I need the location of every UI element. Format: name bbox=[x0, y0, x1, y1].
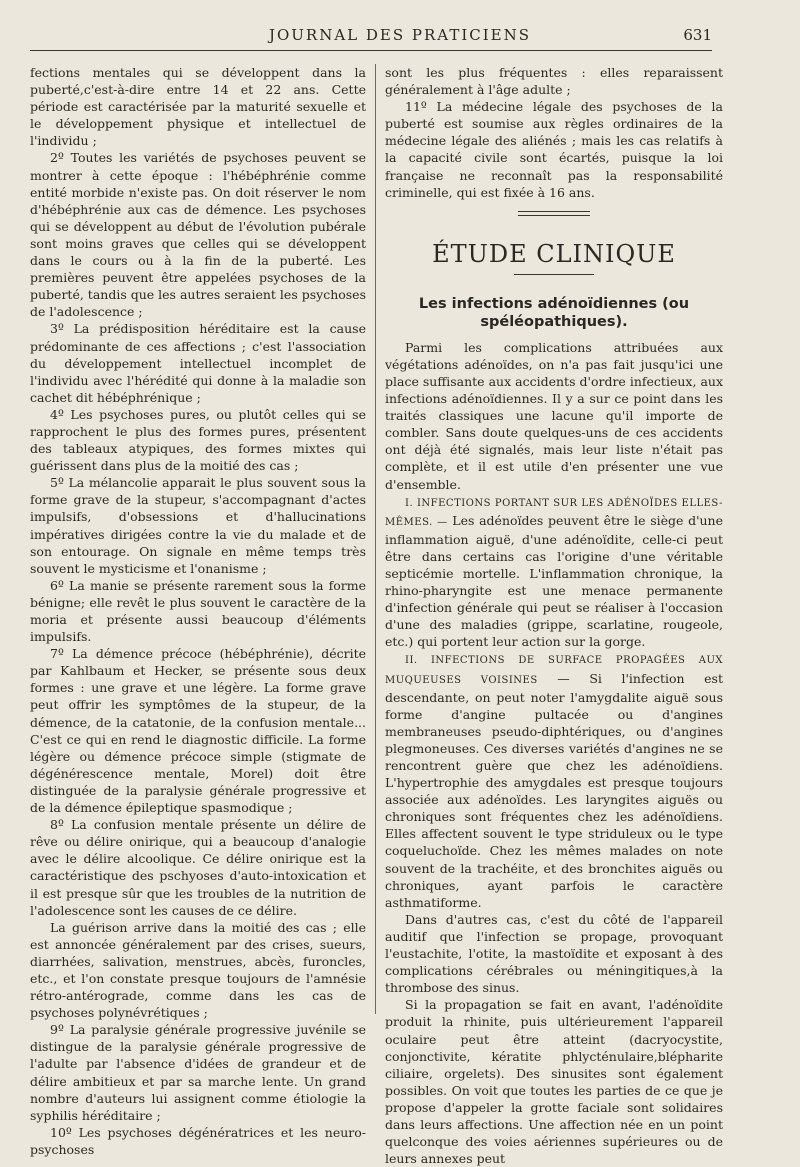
paragraph bbox=[30, 406, 366, 474]
paragraph-text: 7º La démence précoce (hébéphrénie), décrite par Kahlbaum et Hecker, se présente sous deux formes : une grave et une légère. La forme grave peut offrir les symptômes de la stupeur, de la démence, de la catatonie, de la confusion mentale... C'est ce qui en rend le diagnostic difficile. La forme légère ou démence précoce simple (stigmate de dégénérescence mentale, Morel) doit être distinguée de la paralysie générale progressive et de la démence épileptique spasmodique ; bbox=[30, 646, 366, 816]
right-column bbox=[385, 64, 723, 1167]
paragraph bbox=[30, 1021, 366, 1124]
page-number: 631 bbox=[683, 26, 712, 44]
paragraph bbox=[30, 1124, 366, 1158]
journal-title: JOURNAL DES PRATICIENS bbox=[268, 26, 532, 44]
paragraph bbox=[385, 911, 723, 996]
paragraph bbox=[30, 474, 366, 577]
paragraph-text: 3º La prédisposition héréditaire est la cause prédominante de ces affections ; c'est l'association du développement intellectuel incomplet de l'individu avec l'hérédité qui donne à la maladie son cachet dit hébéphrénique ; bbox=[30, 321, 366, 405]
paragraph-text: 6º La manie se présente rarement sous la forme bénigne; elle revêt le plus souvent le caractère de la moria et présente aussi beaucoup d'éléments impulsifs. bbox=[30, 577, 366, 645]
paragraph-text: Dans d'autres cas, c'est du côté de l'appareil auditif que l'infection se propage, provoquant l'eustachite, l'otite, la mastoïdite et exposant à des complications cérébrales ou méningitiques,à la thrombose des sinus. bbox=[385, 911, 723, 996]
paragraph bbox=[385, 339, 723, 493]
paragraph bbox=[30, 645, 366, 816]
left-column bbox=[30, 64, 366, 1158]
paragraph bbox=[385, 650, 723, 910]
paragraph-text: 4º Les psychoses pures, ou plutôt celles qui se rapprochent le plus des formes pures, présentent des tableaux atypiques, des formes mixtes qui guérissent dans plus de la moitié des cas ; bbox=[30, 406, 366, 474]
paragraph-text: 9º La paralysie générale progressive juvénile se distingue de la paralysie générale progressive de l'adulte par l'absence d'idées de grandeur et de délire ambitieux et par sa marche lente. Un grand nombre d'auteurs lui assignent comme étiologie la syphilis héréditaire ; bbox=[30, 1022, 366, 1123]
paragraph-text: fections mentales qui se développent dans la puberté,c'est-à-dire entre 14 et 22 ans. Cette période est caractérisée par la maturité sexuelle et le développement physique et intellectuel de l'individu ; bbox=[30, 65, 366, 149]
article-body bbox=[385, 339, 723, 1167]
paragraph-text: Si la propagation se fait en avant, l'adénoïdite produit la rhinite, puis ultérieurement l'appareil oculaire peut être atteint (dacryocystite, conjonctivite, kératite phlycténulaire,blépharite ciliaire, orgelets). Des sinusites sont également possibles. On voit que toutes les parties de ce que je propose d'appeler la grotte faciale sont solidaires dans leurs affections. Une affection née en un point quelconque des voies aériennes supérieures ou de leurs annexes peut bbox=[385, 997, 723, 1167]
article-title: Les infections adénoïdiennes (ou spéléopathiques). bbox=[418, 295, 690, 330]
paragraph-text: 8º La confusion mentale présente un délire de rêve ou délire onirique, qui a beaucoup d'analogie avec le délire alcoolique. Ce délire onirique est la caractéristique des pschyoses d'auto-intoxication et il est presque sûr que les troubles de la nutrition de l'adolescence sont les causes de ce délire. bbox=[30, 817, 366, 918]
article-end-divider bbox=[518, 211, 590, 216]
paragraph-text: La guérison arrive dans la moitié des cas ; elle est annoncée généralement par des crises, sueurs, diarrhées, salivation, menstrues, abcès, furoncles, etc., et l'on constate presque toujours de l'amnésie rétro-antérograde, comme dans les cas de psychoses polynévrétiques ; bbox=[30, 919, 366, 1021]
paragraph bbox=[385, 493, 723, 651]
section-title: ÉTUDE CLINIQUE bbox=[432, 239, 676, 268]
subsection-heading: II. INFECTIONS DE SURFACE PROPAGÉES AUX MUQUEUSES VOISINES bbox=[385, 655, 723, 686]
paragraph-text: sont les plus fréquentes : elles reparaissent généralement à l'âge adulte ; bbox=[385, 65, 723, 98]
section-title-underline bbox=[514, 274, 594, 275]
paragraph bbox=[385, 996, 723, 1167]
paragraph-text: — Si l'infection est descendante, on peut noter l'amygdalite aiguë sous forme d'angine pultacée ou d'angines membraneuses pseudo-diphtériques, ou d'angines plegmoneuses. Ces diverses variétés d'angines ne se rencontrent guère que chez les adénoïdiens. L'hypertrophie des amygdales est presque toujours associée aux adénoïdes. Les laryngites aiguës ou chroniques sont fréquentes chez les adénoïdiens. Elles affectent souvent le type striduleux ou le type coqueluchoïde. Chez les mêmes malades on note souvent de la trachéite, et des bronchites aiguës ou chroniques, ayant parfois le caractère asthmatiforme. bbox=[385, 670, 723, 910]
paragraph-text: 11º La médecine légale des psychoses de la puberté est soumise aux règles ordinaires de la médecine légale des aliénés ; mais les cas relatifs à la capacité civile sont écartés, puisque la loi française ne reconnaît pas la responsabilité criminelle, qui est fixée à 16 ans. bbox=[385, 99, 723, 200]
paragraph bbox=[385, 98, 723, 201]
paragraph bbox=[30, 64, 366, 149]
paragraph bbox=[30, 816, 366, 919]
column-separator bbox=[375, 64, 376, 1014]
paragraph-text: 5º La mélancolie apparait le plus souvent sous la forme grave de la stupeur, s'accompagnant d'actes impulsifs, d'obsessions et d'hallucinations impératives dirigées contre la vie du malade et de son entourage. On signale en même temps très souvent le mysticisme et l'onanisme ; bbox=[30, 475, 366, 576]
paragraph bbox=[30, 149, 366, 320]
running-head bbox=[0, 26, 800, 46]
paragraph-text: Les adénoïdes peuvent être le siège d'une inflammation aiguë, d'une adénoïdite, celle-ci peut être dans certains cas l'origine d'une véritable septicémie mortelle. L'inflammation chronique, la rhino-pharyngite est une menace permanente d'infection générale qui peut se réaliser à l'occasion d'une des maladies (grippe, scarlatine, rougeole, etc.) qui portent leur action sur la gorge. bbox=[385, 512, 724, 650]
subsection-heading: I. INFECTIONS PORTANT SUR LES ADÉNOÏDES ELLES-MÊMES. — bbox=[385, 497, 723, 528]
paragraph bbox=[30, 320, 366, 405]
paragraph-text: 10º Les psychoses dégénératrices et les neuro-psychoses bbox=[30, 1124, 366, 1157]
previous-article-ending bbox=[385, 64, 723, 201]
paragraph-text: 2º Toutes les variétés de psychoses peuvent se montrer à cette époque : l'hébéphrénie comme entité morbide n'existe pas. On doit réserver le nom d'hébéphrénie aux cas de démence. Les psychoses qui se développent au début de l'évolution pubérale sont moins graves que celles qui se développent dans le cours ou à la fin de la puberté. Les premières peuvent être appelées psychoses de la puberté, tandis que les autres seraient les psychoses de l'adolescence ; bbox=[30, 150, 366, 320]
paragraph-text: Parmi les complications attribuées aux végétations adénoïdes, on n'a pas fait jusqu'ici une place suffisante aux accidents d'ordre infectieux, aux infections adénoïdiennes. Il y a sur ce point dans les traités classiques une lacune qu'il importe de combler. Sans doute quelques-uns de ces accidents ont déjà été signalés, mais leur liste n'était pas complète, et il est utile d'en présenter une vue d'ensemble. bbox=[385, 339, 723, 492]
paragraph bbox=[385, 64, 723, 98]
paragraph bbox=[30, 919, 366, 1022]
paragraph bbox=[30, 577, 366, 645]
header-rule bbox=[30, 50, 712, 51]
